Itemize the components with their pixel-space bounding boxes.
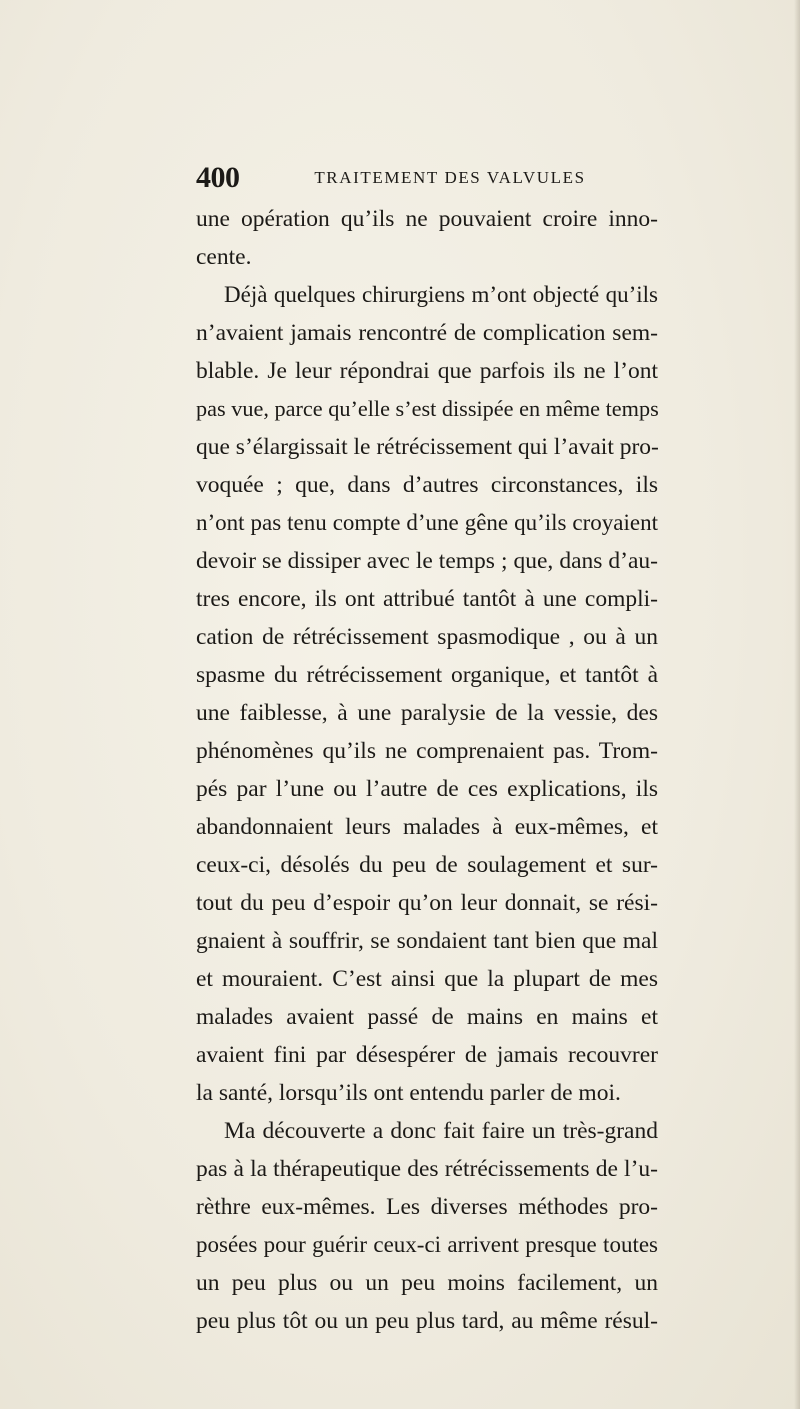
text-line: cation de rétrécissement spasmodique , ou à un (196, 624, 658, 650)
text-line: peu plus tôt ou un peu plus tard, au même résul- (196, 1308, 658, 1334)
text-line: une faiblesse, à une paralysie de la vessie, des (196, 700, 658, 726)
text-line: que s’élargissait le rétrécissement qui l’avait pro- (196, 434, 659, 460)
body-text (196, 200, 658, 1340)
running-head: TRAITEMENT DES VALVULES (314, 168, 586, 187)
text-line: blable. Je leur répondrai que parfois ils ne l’ont (196, 358, 658, 384)
text-line: pas vue, parce qu’elle s’est dissipée en même temps (196, 396, 659, 421)
text-line: posées pour guérir ceux-ci arrivent presque toutes (196, 1232, 658, 1257)
text-line: n’ont pas tenu compte d’une gêne qu’ils croyaient (196, 510, 658, 535)
text-line: spasme du rétrécissement organique, et tantôt à (196, 662, 658, 688)
text-line: la santé, lorsqu’ils ont entendu parler de moi. (196, 1080, 621, 1106)
text-line: gnaient à souffrir, se sondaient tant bien que mal (196, 928, 658, 954)
text-line: avaient fini par désespérer de jamais recouvrer (196, 1042, 658, 1068)
text-line: pas à la thérapeutique des rétrécissements de l’u- (196, 1156, 658, 1182)
page-number: 400 (196, 161, 240, 194)
page-header (196, 160, 658, 196)
text-line: devoir se dissiper avec le temps ; que, dans d’au- (196, 548, 658, 574)
text-line: n’avaient jamais rencontré de complication sem- (196, 320, 658, 346)
page-edge-shadow (794, 0, 800, 1409)
text-line: phénomènes qu’ils ne comprenaient pas. Trom- (196, 738, 658, 764)
text-line: pés par l’une ou l’autre de ces explications, ils (196, 776, 658, 802)
text-line: une opération qu’ils ne pouvaient croire inno- (196, 206, 658, 232)
text-line: malades avaient passé de mains en mains et (196, 1004, 658, 1030)
text-line: abandonnaient leurs malades à eux-mêmes, et (196, 814, 658, 840)
text-line: rèthre eux-mêmes. Les diverses méthodes pro- (196, 1194, 658, 1220)
text-line: voquée ; que, dans d’autres circonstances, ils (196, 472, 658, 498)
text-line: Déjà quelques chirurgiens m’ont objecté qu’ils (224, 282, 658, 307)
text-line: cente. (196, 244, 252, 270)
text-line: tres encore, ils ont attribué tantôt à une compli- (196, 586, 658, 612)
text-line: tout du peu d’espoir qu’on leur donnait, se rési- (196, 890, 658, 916)
text-line: et mouraient. C’est ainsi que la plupart de mes (196, 966, 658, 992)
text-line: un peu plus ou un peu moins facilement, un (196, 1270, 658, 1296)
text-line: Ma découverte a donc fait faire un très-grand (224, 1118, 658, 1144)
text-line: ceux-ci, désolés du peu de soulagement et sur- (196, 852, 658, 878)
